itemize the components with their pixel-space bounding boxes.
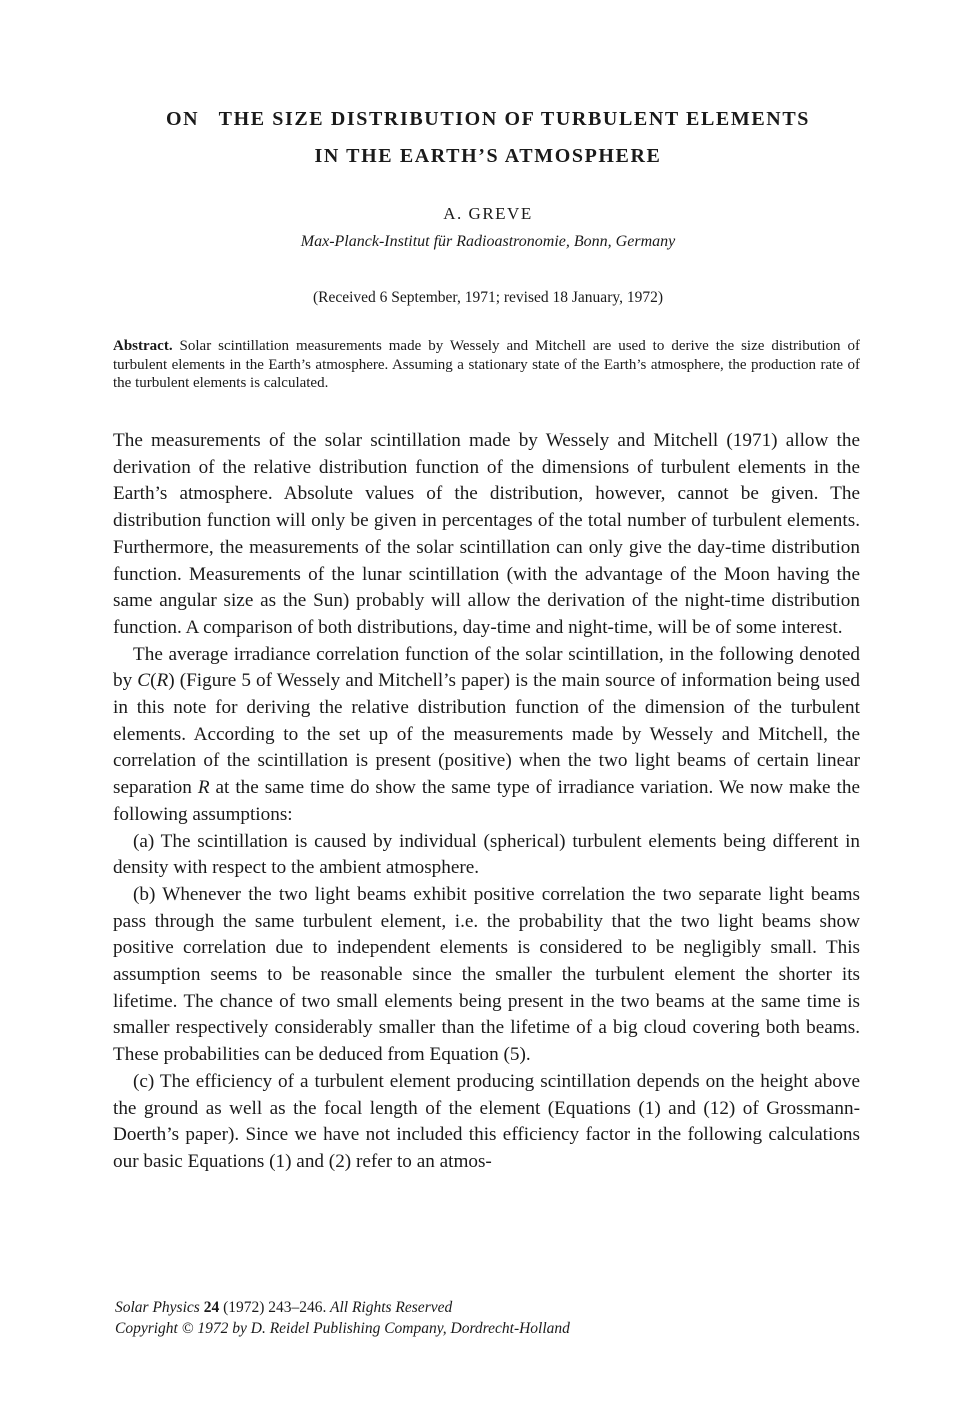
- paragraph-2: [113, 642, 860, 829]
- abstract-text: Solar scintillation measurements made by Wessely and Mitchell are used to derive the size distribution of turbulent elements in the Earth’s atmosphere. Assuming a stationary state of the Earth’s atmosphere, the production rate of the turbulent elements is calculated.: [113, 338, 860, 392]
- copyright-line: Copyright © 1972 by D. Reidel Publishing Company, Dordrecht-Holland: [115, 1320, 570, 1337]
- paragraph-2-text-b: (Figure 5 of Wessely and Mitchell’s paper) is the main source of information being used in this note for deriving the relative distribution function of the dimension of the turbulent elements. According to the set up of the measurements made by Wessely and Mitchell, the correlation of the scintillation is present (positive) when the two light beams of certain linear separation: [113, 670, 860, 799]
- journal-volume: 24: [203, 1299, 220, 1316]
- journal-name: Solar Physics: [115, 1299, 200, 1316]
- journal-pages: (1972) 243–246.: [219, 1299, 327, 1316]
- paragraph-2-text-a: The average irradiance correlation function of the solar scintillation, in the following denoted by: [113, 643, 860, 692]
- paper-title-line-2: IN THE EARTH’S ATMOSPHERE: [314, 145, 662, 167]
- citation-line: [115, 1297, 570, 1318]
- rights-text: All Rights Reserved: [326, 1299, 453, 1316]
- paragraph-1: The measurements of the solar scintillation made by Wessely and Mitchell (1971) allow the derivation of the relative distribution function of the dimensions of turbulent elements in the Earth’s atmosphere. Absolute values of the distribution, however, cannot be given. The distribution function will only be given in percentages of the total number of turbulent elements. Furthermore, the measurements of the solar scintillation can only give the day-time distribution function. Measurements of the lunar scintillation (with the advantage of the Moon having the same angular size as the Sun) probably will allow the derivation of the night-time distribution function. A comparison of both distributions, day-time and night-time, will be of some interest.: [113, 430, 860, 638]
- paragraph-2-text-c: at the same time do show the same type of irradiance variation. We now make the following assumptions:: [113, 777, 860, 825]
- assumption-a: (a) The scintillation is caused by individual (spherical) turbulent elements being different in density with respect to the ambient atmosphere.: [113, 830, 860, 879]
- math-var-r-separation: R: [197, 777, 210, 799]
- author-affiliation: Max-Planck-Institut für Radioastronomie, Bonn, Germany: [300, 233, 676, 250]
- abstract: [113, 337, 860, 393]
- author-name: A. GREVE: [443, 204, 533, 223]
- math-paren-close: ): [168, 670, 175, 692]
- math-paren-open: (: [150, 670, 157, 692]
- body-text: [113, 428, 860, 1176]
- abstract-label: Abstract.: [113, 338, 173, 354]
- assumption-c: (c) The efficiency of a turbulent element producing scintillation depends on the height above the ground as well as the focal length of the element (Equations (1) and (12) of Grossmann-Doerth’s paper). Since we have not included this efficiency factor in the following calculations our basic Equations (1) and (2) refer to an atmos-: [113, 1070, 860, 1172]
- assumption-b: (b) Whenever the two light beams exhibit positive correlation the two separate light beams pass through the same turbulent element, i.e. the probability that the two light beams show positive correlation due to independent elements is considered to be negligibly small. This assumption seems to be reasonable since the smaller the turbulent element the shorter its lifetime. The chance of two small elements being present in the two beams at the same time is smaller respectively considerably smaller than the lifetime of a big cloud covering both beams. These probabilities can be deduced from Equation (5).: [113, 883, 860, 1066]
- received-dates: (Received 6 September, 1971; revised 18 January, 1972): [312, 289, 664, 306]
- math-var-r: R: [156, 670, 169, 692]
- citation-footer: [115, 1297, 570, 1339]
- math-var-c: C: [137, 670, 151, 692]
- paper-title-line-1: ON THE SIZE DISTRIBUTION OF TURBULENT ELEMENTS: [165, 108, 810, 130]
